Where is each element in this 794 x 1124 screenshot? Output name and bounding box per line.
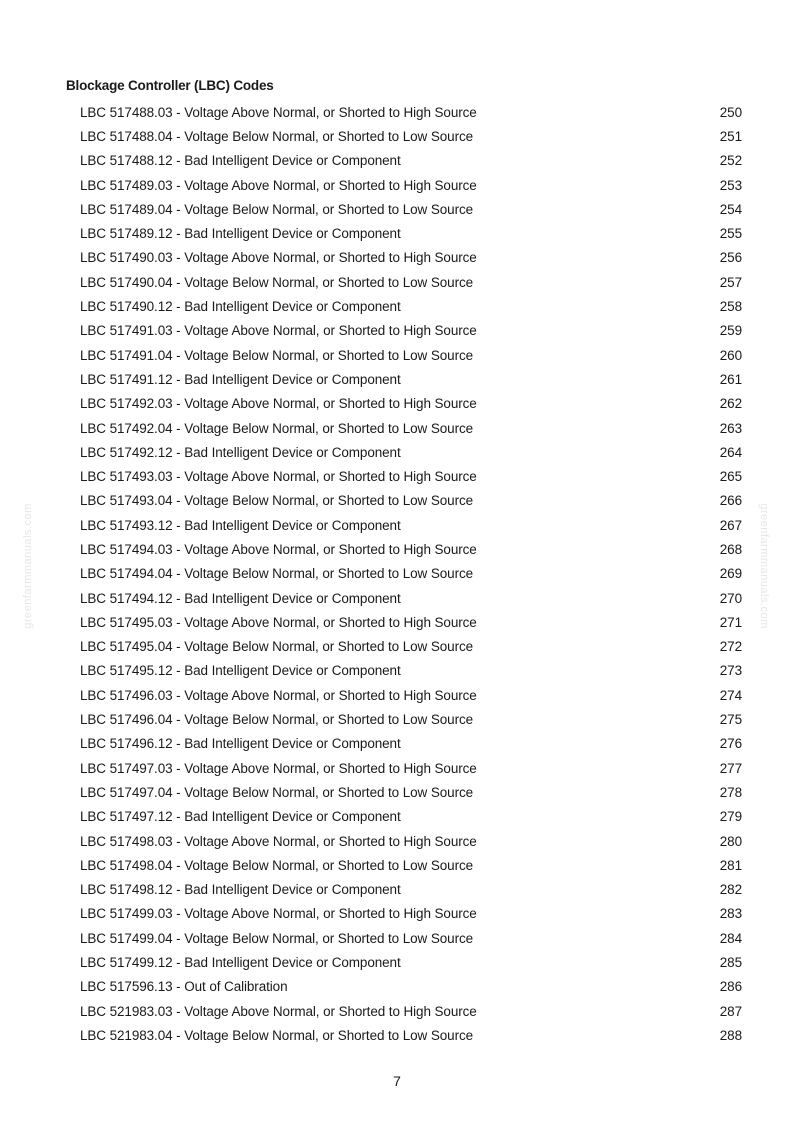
toc-entry-page[interactable]: 262: [719, 396, 742, 412]
toc-entry-page[interactable]: 260: [719, 347, 742, 363]
toc-entry[interactable]: [80, 975, 742, 999]
page-number: 7: [393, 1073, 401, 1089]
toc-entry-title[interactable]: LBC 521983.04 - Voltage Below Normal, or Shorted to Low Source: [80, 1027, 474, 1043]
toc-entry-title[interactable]: LBC 517495.03 - Voltage Above Normal, or Shorted to High Source: [80, 614, 477, 630]
toc-entry[interactable]: [80, 1023, 742, 1047]
toc-entry[interactable]: [80, 537, 742, 561]
toc-entry[interactable]: [80, 780, 742, 804]
toc-entry[interactable]: [80, 683, 742, 707]
toc-entry-page[interactable]: 268: [719, 541, 742, 557]
toc-entry-title[interactable]: LBC 517488.03 - Voltage Above Normal, or Shorted to High Source: [80, 104, 477, 120]
toc-entry-page[interactable]: 275: [719, 712, 742, 728]
toc-entry[interactable]: [80, 756, 742, 780]
toc-entry[interactable]: [80, 319, 742, 343]
toc-entry-page[interactable]: 259: [719, 323, 742, 339]
toc-entry[interactable]: [80, 878, 742, 902]
toc-entry[interactable]: [80, 659, 742, 683]
toc-entry-title[interactable]: LBC 517490.03 - Voltage Above Normal, or Shorted to High Source: [80, 250, 477, 266]
toc-entry[interactable]: [80, 489, 742, 513]
toc-entry[interactable]: [80, 999, 742, 1023]
toc-entry-page[interactable]: 287: [719, 1003, 742, 1019]
toc-entry-page[interactable]: 252: [719, 153, 742, 169]
toc-entry-page[interactable]: 271: [719, 614, 742, 630]
toc-entry[interactable]: [80, 513, 742, 537]
toc-entry-title[interactable]: LBC 517498.12 - Bad Intelligent Device or Component: [80, 882, 401, 898]
toc-list: [80, 100, 742, 1048]
toc-entry[interactable]: [80, 805, 742, 829]
toc-entry[interactable]: [80, 562, 742, 586]
toc-entry-title[interactable]: LBC 517497.03 - Voltage Above Normal, or Shorted to High Source: [80, 760, 477, 776]
toc-entry[interactable]: [80, 950, 742, 974]
toc-entry-page[interactable]: 257: [719, 274, 742, 290]
toc-entry-page[interactable]: 280: [719, 833, 742, 849]
toc-entry[interactable]: [80, 294, 742, 318]
toc-entry-page[interactable]: 258: [719, 299, 742, 315]
toc-entry-title[interactable]: LBC 517495.04 - Voltage Below Normal, or Shorted to Low Source: [80, 639, 474, 655]
toc-entry-title[interactable]: LBC 517499.12 - Bad Intelligent Device or Component: [80, 955, 401, 971]
toc-entry-title[interactable]: LBC 517498.03 - Voltage Above Normal, or Shorted to High Source: [80, 833, 477, 849]
toc-entry[interactable]: [80, 902, 742, 926]
toc-entry-page[interactable]: 270: [719, 590, 742, 606]
toc-entry-title[interactable]: LBC 517494.12 - Bad Intelligent Device or Component: [80, 590, 401, 606]
toc-entry-page[interactable]: 278: [719, 784, 742, 800]
toc-entry-page[interactable]: 267: [719, 517, 742, 533]
toc-entry-title[interactable]: LBC 517488.04 - Voltage Below Normal, or Shorted to Low Source: [80, 128, 474, 144]
toc-entry[interactable]: [80, 635, 742, 659]
toc-entry-page[interactable]: 265: [719, 469, 742, 485]
toc-entry[interactable]: [80, 367, 742, 391]
toc-entry[interactable]: [80, 440, 742, 464]
toc-entry-page[interactable]: 282: [719, 882, 742, 898]
toc-entry[interactable]: [80, 926, 742, 950]
toc-entry-title[interactable]: LBC 517492.12 - Bad Intelligent Device or Component: [80, 444, 401, 460]
toc-entry-page[interactable]: 255: [719, 226, 742, 242]
section-heading: Blockage Controller (LBC) Codes: [66, 78, 274, 93]
toc-entry-title[interactable]: LBC 517498.04 - Voltage Below Normal, or Shorted to Low Source: [80, 857, 474, 873]
toc-entry-page[interactable]: 253: [719, 177, 742, 193]
toc-entry-page[interactable]: 277: [719, 760, 742, 776]
toc-entry-title[interactable]: LBC 517491.04 - Voltage Below Normal, or Shorted to Low Source: [80, 347, 474, 363]
toc-entry-title[interactable]: LBC 517497.12 - Bad Intelligent Device or Component: [80, 809, 401, 825]
toc-entry[interactable]: [80, 246, 742, 270]
toc-entry-title[interactable]: LBC 517489.12 - Bad Intelligent Device or Component: [80, 226, 401, 242]
toc-entry[interactable]: [80, 221, 742, 245]
toc-entry-page[interactable]: 251: [719, 128, 742, 144]
toc-entry[interactable]: [80, 853, 742, 877]
toc-entry-title[interactable]: LBC 517492.03 - Voltage Above Normal, or Shorted to High Source: [80, 396, 477, 412]
toc-entry-title[interactable]: LBC 517497.04 - Voltage Below Normal, or Shorted to Low Source: [80, 784, 474, 800]
toc-entry-page[interactable]: 256: [719, 250, 742, 266]
toc-entry[interactable]: [80, 270, 742, 294]
toc-entry-title[interactable]: LBC 517489.03 - Voltage Above Normal, or Shorted to High Source: [80, 177, 477, 193]
toc-entry[interactable]: [80, 829, 742, 853]
toc-entry-page[interactable]: 283: [719, 906, 742, 922]
toc-entry-page[interactable]: 273: [719, 663, 742, 679]
toc-entry-title[interactable]: LBC 517493.04 - Voltage Below Normal, or Shorted to Low Source: [80, 493, 474, 509]
toc-entry-title[interactable]: LBC 517492.04 - Voltage Below Normal, or Shorted to Low Source: [80, 420, 474, 436]
toc-entry-page[interactable]: 286: [719, 979, 742, 995]
toc-entry-page[interactable]: 284: [719, 930, 742, 946]
toc-entry[interactable]: [80, 149, 742, 173]
toc-entry-page[interactable]: 274: [719, 687, 742, 703]
toc-entry-page[interactable]: 276: [719, 736, 742, 752]
toc-entry[interactable]: [80, 610, 742, 634]
toc-entry-title[interactable]: LBC 517490.04 - Voltage Below Normal, or Shorted to Low Source: [80, 274, 474, 290]
toc-entry-title[interactable]: LBC 517496.12 - Bad Intelligent Device or Component: [80, 736, 401, 752]
toc-entry-page[interactable]: 264: [719, 444, 742, 460]
toc-entry[interactable]: [80, 586, 742, 610]
toc-entry-page[interactable]: 261: [719, 371, 742, 387]
toc-entry-title[interactable]: LBC 517493.12 - Bad Intelligent Device or Component: [80, 517, 401, 533]
toc-entry-title[interactable]: LBC 517491.12 - Bad Intelligent Device or Component: [80, 371, 401, 387]
toc-entry[interactable]: [80, 343, 742, 367]
toc-entry-page[interactable]: 269: [719, 566, 742, 582]
toc-entry-page[interactable]: 266: [719, 493, 742, 509]
toc-entry-title[interactable]: LBC 517596.13 - Out of Calibration: [80, 979, 288, 995]
toc-entry-title[interactable]: LBC 517488.12 - Bad Intelligent Device or Component: [80, 153, 401, 169]
toc-entry[interactable]: [80, 124, 742, 148]
toc-entry[interactable]: [80, 100, 742, 124]
toc-entry-page[interactable]: 263: [719, 420, 742, 436]
toc-entry-title[interactable]: LBC 517495.12 - Bad Intelligent Device or Component: [80, 663, 401, 679]
toc-entry-title[interactable]: LBC 517493.03 - Voltage Above Normal, or Shorted to High Source: [80, 469, 477, 485]
toc-entry-title[interactable]: LBC 517491.03 - Voltage Above Normal, or Shorted to High Source: [80, 323, 477, 339]
toc-entry-title[interactable]: LBC 521983.03 - Voltage Above Normal, or Shorted to High Source: [80, 1003, 477, 1019]
toc-entry-title[interactable]: LBC 517496.03 - Voltage Above Normal, or Shorted to High Source: [80, 687, 477, 703]
toc-entry-title[interactable]: LBC 517494.03 - Voltage Above Normal, or Shorted to High Source: [80, 541, 477, 557]
toc-entry[interactable]: [80, 732, 742, 756]
toc-entry[interactable]: [80, 173, 742, 197]
toc-entry-page[interactable]: 254: [719, 201, 742, 217]
watermark-right: greenfarmmanuals.com: [758, 503, 770, 629]
toc-entry-title[interactable]: LBC 517499.04 - Voltage Below Normal, or Shorted to Low Source: [80, 930, 474, 946]
toc-entry-page[interactable]: 279: [719, 809, 742, 825]
toc-entry-page[interactable]: 288: [719, 1027, 742, 1043]
toc-entry[interactable]: [80, 197, 742, 221]
watermark-left: greenfarmmanuals.com: [22, 503, 34, 629]
toc-entry-title[interactable]: LBC 517496.04 - Voltage Below Normal, or Shorted to Low Source: [80, 712, 474, 728]
toc-entry-page[interactable]: 285: [719, 955, 742, 971]
toc-entry-title[interactable]: LBC 517490.12 - Bad Intelligent Device or Component: [80, 299, 401, 315]
toc-entry-title[interactable]: LBC 517494.04 - Voltage Below Normal, or Shorted to Low Source: [80, 566, 474, 582]
toc-entry-page[interactable]: 281: [719, 857, 742, 873]
toc-entry-page[interactable]: 272: [719, 639, 742, 655]
toc-entry[interactable]: [80, 416, 742, 440]
toc-entry-title[interactable]: LBC 517489.04 - Voltage Below Normal, or Shorted to Low Source: [80, 201, 474, 217]
toc-entry[interactable]: [80, 707, 742, 731]
toc-entry-page[interactable]: 250: [719, 104, 742, 120]
toc-entry[interactable]: [80, 464, 742, 488]
toc-entry[interactable]: [80, 392, 742, 416]
toc-entry-title[interactable]: LBC 517499.03 - Voltage Above Normal, or Shorted to High Source: [80, 906, 477, 922]
